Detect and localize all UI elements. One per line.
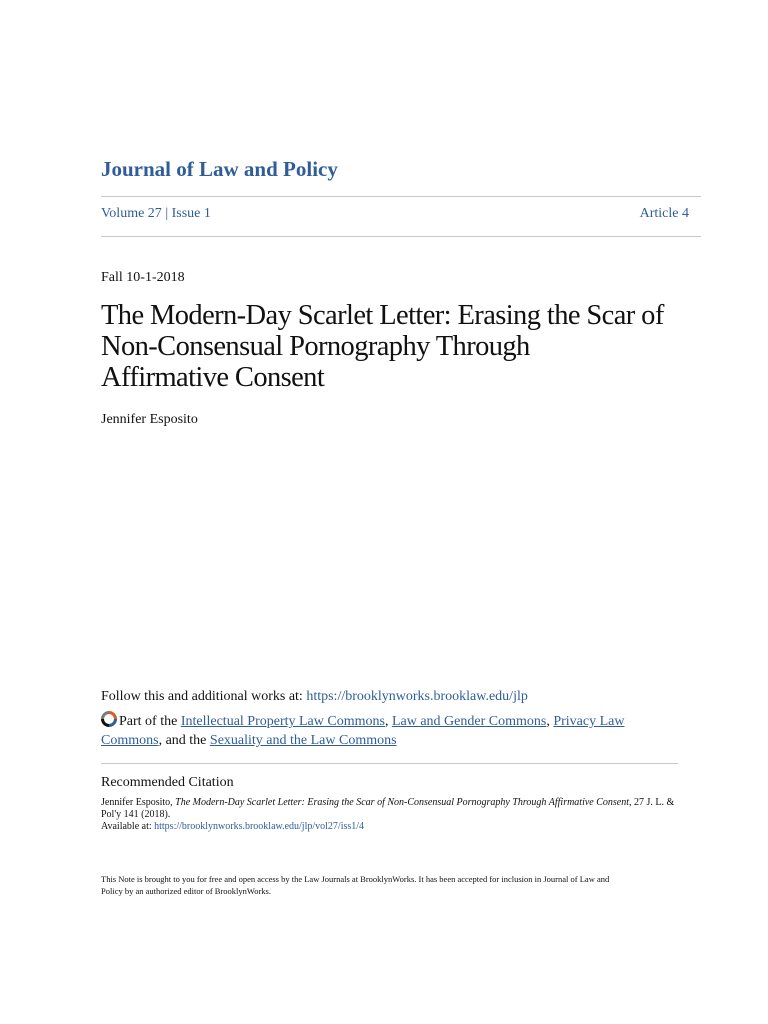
part-of-prefix: Part of the: [119, 714, 181, 729]
citation-line-2: Pol'y 141 (2018).: [101, 809, 171, 820]
available-label: Available at:: [101, 821, 155, 832]
article-title: [101, 300, 701, 393]
article-title-line: Non-Consensual Pornography Through: [101, 331, 530, 362]
separator: , and the: [158, 733, 210, 748]
separator: ,: [384, 714, 392, 729]
publication-date: Fall 10-1-2018: [101, 270, 185, 285]
law-gender-commons-link[interactable]: Law and Gender Commons: [391, 714, 547, 729]
part-of-line-1: [101, 711, 661, 731]
journal-title-link[interactable]: Journal of Law and Policy: [101, 157, 338, 181]
citation-author: Jennifer Esposito,: [101, 797, 176, 808]
author-name: Jennifer Esposito: [101, 412, 198, 427]
ip-law-commons-link[interactable]: Intellectual Property Law Commons: [180, 714, 385, 729]
recommended-citation-heading: Recommended Citation: [101, 775, 234, 790]
issue-link[interactable]: Issue 1: [171, 206, 211, 221]
bepress-network-icon: [101, 711, 117, 727]
article-title-line: Affirmative Consent: [101, 362, 325, 393]
open-access-note-line: Policy by an authorized editor of BrooklynWorks.: [101, 886, 271, 896]
citation-title: The Modern-Day Scarlet Letter: Erasing the Scar of Non-Consensual Pornography Through Affirmative Consent: [175, 797, 630, 808]
header-divider-bottom: [101, 236, 701, 237]
follow-line: [101, 689, 528, 705]
header-divider-top: [101, 196, 701, 197]
open-access-note: [101, 873, 676, 897]
privacy-law-commons-link-cont[interactable]: Commons: [101, 733, 159, 748]
part-of-commons: [101, 711, 661, 750]
citation-divider: [101, 763, 678, 764]
part-of-line-2: [101, 731, 661, 750]
article-number-link[interactable]: Article 4: [639, 206, 689, 221]
follow-label: Follow this and additional works at:: [101, 689, 307, 704]
citation-block: [101, 797, 676, 833]
privacy-law-commons-link[interactable]: Privacy Law: [553, 714, 625, 729]
citation-line-1: [101, 797, 676, 809]
article-url-link[interactable]: https://brooklynworks.brooklaw.edu/jlp/vol27/iss1/4: [154, 821, 365, 832]
journal-url-link[interactable]: https://brooklynworks.brooklaw.edu/jlp: [306, 689, 528, 704]
citation-available: [101, 821, 676, 833]
article-title-line: The Modern-Day Scarlet Letter: Erasing the Scar of: [101, 300, 664, 331]
volume-issue-separator: |: [161, 206, 172, 221]
volume-issue: [101, 206, 211, 222]
open-access-note-line: This Note is brought to you for free and open access by the Law Journals at BrooklynWorks. It has been accepted for inclusion in Journal of Law and: [101, 874, 610, 884]
sexuality-law-commons-link[interactable]: Sexuality and the Law Commons: [209, 733, 397, 748]
citation-source: , 27 J. L. &: [629, 797, 675, 808]
separator: ,: [546, 714, 554, 729]
volume-link[interactable]: Volume 27: [101, 206, 162, 221]
